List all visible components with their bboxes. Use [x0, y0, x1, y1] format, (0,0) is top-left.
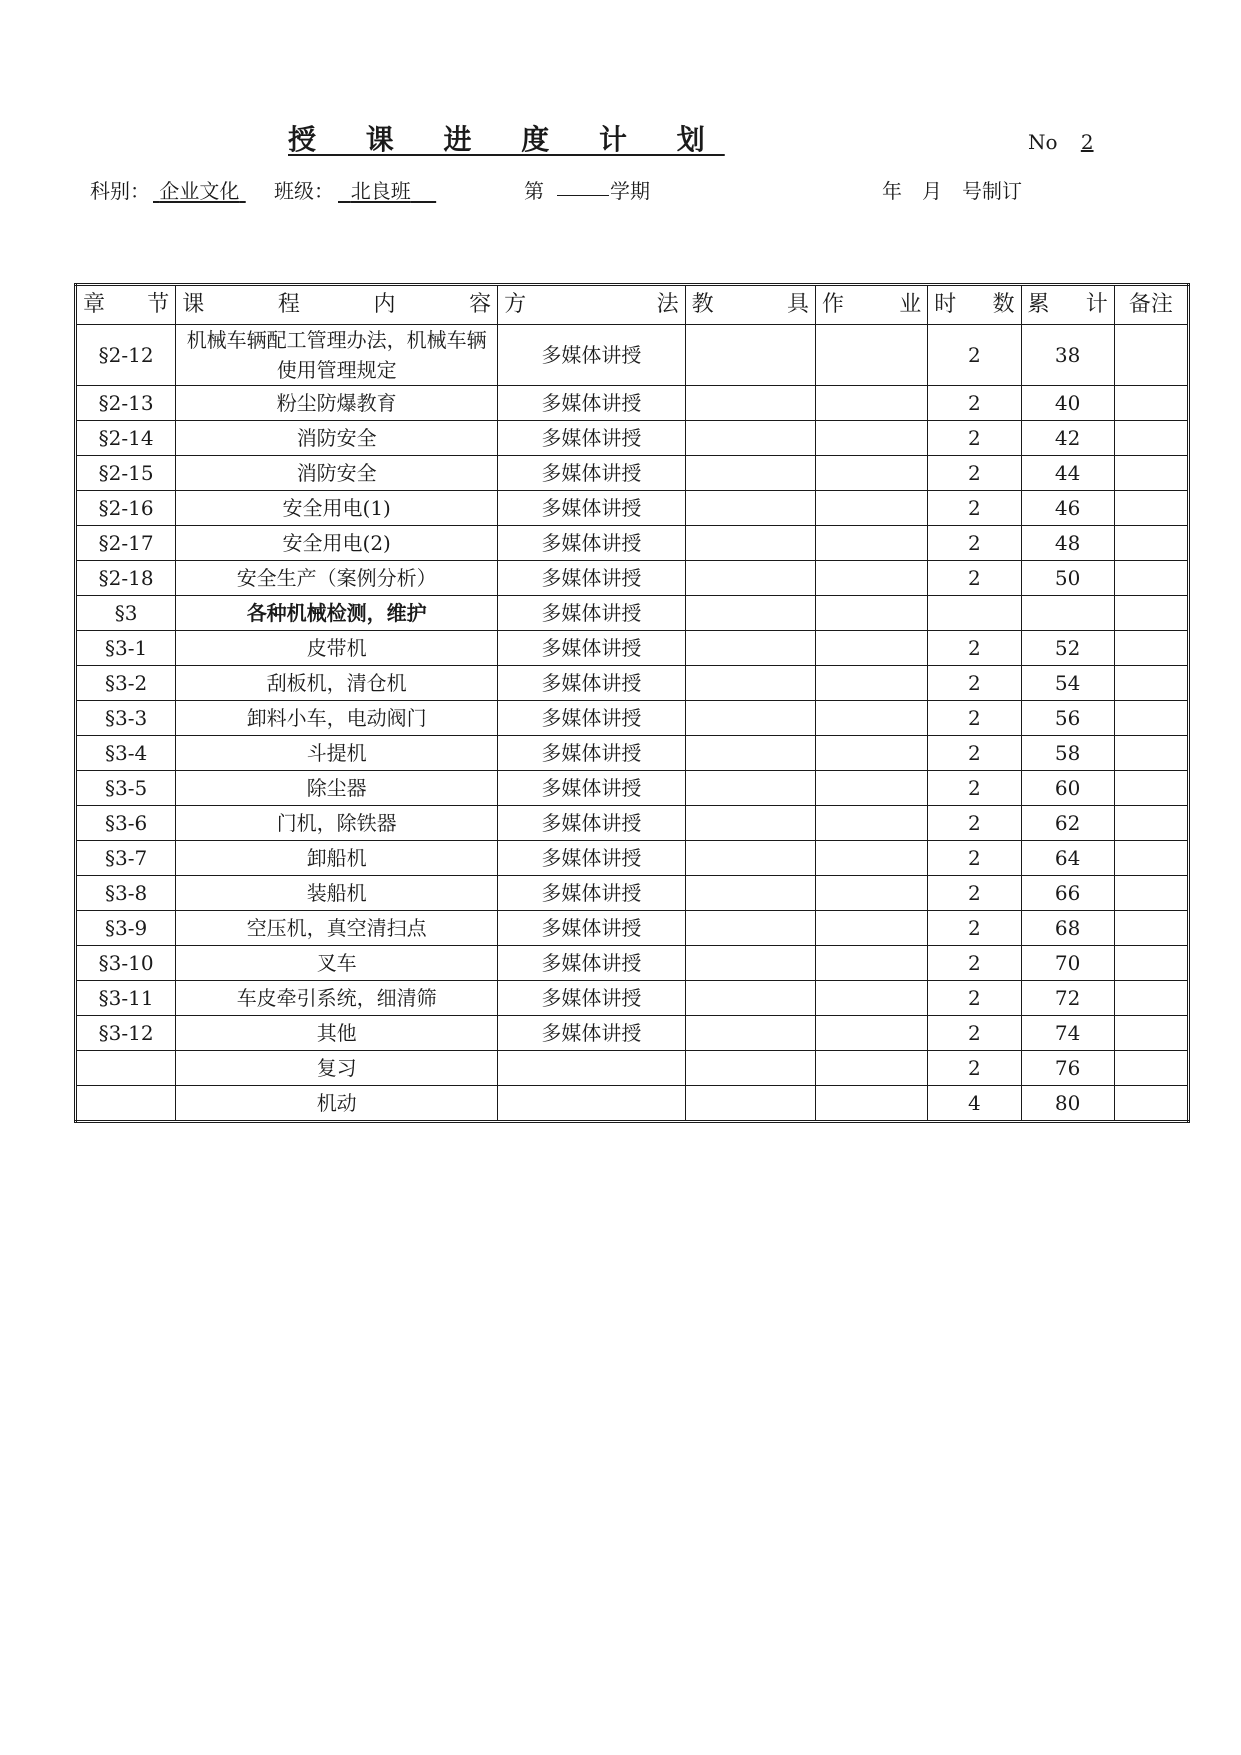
cell-hours: 4	[928, 1086, 1021, 1122]
cell-chapter: §2-18	[76, 561, 176, 596]
schedule-table	[74, 283, 1190, 1123]
class-value: 北良班	[350, 179, 411, 203]
cell-aids	[685, 421, 815, 456]
cell-homework	[815, 561, 927, 596]
cell-aids	[685, 325, 815, 386]
cell-homework	[815, 771, 927, 806]
document-number	[1028, 130, 1094, 154]
cell-method: 多媒体讲授	[498, 771, 686, 806]
cell-hours: 2	[928, 771, 1021, 806]
cell-remarks	[1114, 491, 1188, 526]
cell-content: 安全用电(1)	[176, 491, 498, 526]
cell-method	[498, 1086, 686, 1122]
cell-method: 多媒体讲授	[498, 526, 686, 561]
cell-content: 刮板机，清仓机	[176, 666, 498, 701]
cell-hours: 2	[928, 526, 1021, 561]
cell-chapter	[76, 1051, 176, 1086]
table-row	[76, 946, 1189, 981]
cell-hours: 2	[928, 736, 1021, 771]
cell-hours: 2	[928, 491, 1021, 526]
cell-content: 车皮牵引系统，细清筛	[176, 981, 498, 1016]
cell-homework	[815, 1086, 927, 1122]
cell-cumulative: 68	[1021, 911, 1114, 946]
cell-remarks	[1114, 876, 1188, 911]
cell-content: 除尘器	[176, 771, 498, 806]
cell-remarks	[1114, 596, 1188, 631]
cell-cumulative: 50	[1021, 561, 1114, 596]
cell-hours: 2	[928, 1016, 1021, 1051]
cell-method: 多媒体讲授	[498, 981, 686, 1016]
table-row	[76, 911, 1189, 946]
number-prefix: No	[1028, 130, 1058, 154]
header-hours: 时 数	[928, 285, 1021, 325]
cell-remarks	[1114, 771, 1188, 806]
cell-hours: 2	[928, 456, 1021, 491]
table-row	[76, 386, 1189, 421]
cell-content: 消防安全	[176, 421, 498, 456]
cell-homework	[815, 841, 927, 876]
cell-aids	[685, 1051, 815, 1086]
table-row	[76, 561, 1189, 596]
header-chapter: 章 节	[76, 285, 176, 325]
cell-remarks	[1114, 456, 1188, 491]
cell-method: 多媒体讲授	[498, 421, 686, 456]
cell-remarks	[1114, 736, 1188, 771]
cell-homework	[815, 325, 927, 386]
cell-content: 各种机械检测，维护	[176, 596, 498, 631]
cell-content: 卸船机	[176, 841, 498, 876]
cell-hours: 2	[928, 701, 1021, 736]
cell-method: 多媒体讲授	[498, 666, 686, 701]
cell-method	[498, 1051, 686, 1086]
cell-remarks	[1114, 1086, 1188, 1122]
cell-chapter: §2-16	[76, 491, 176, 526]
cell-remarks	[1114, 631, 1188, 666]
cell-hours: 2	[928, 946, 1021, 981]
cell-homework	[815, 421, 927, 456]
cell-method: 多媒体讲授	[498, 946, 686, 981]
cell-remarks	[1114, 841, 1188, 876]
cell-cumulative: 56	[1021, 701, 1114, 736]
header-content: 课 程 内 容	[176, 285, 498, 325]
table-row	[76, 1086, 1189, 1122]
cell-aids	[685, 1016, 815, 1051]
cell-content: 机械车辆配工管理办法，机械车辆使用管理规定	[176, 325, 498, 386]
cell-homework	[815, 526, 927, 561]
header-aids: 教 具	[685, 285, 815, 325]
cell-hours: 2	[928, 841, 1021, 876]
cell-content: 叉车	[176, 946, 498, 981]
cell-homework	[815, 806, 927, 841]
table-row	[76, 631, 1189, 666]
semester-suffix: 学期	[610, 179, 650, 203]
cell-content: 粉尘防爆教育	[176, 386, 498, 421]
cell-homework	[815, 631, 927, 666]
number-value: 2	[1080, 130, 1094, 154]
semester-prefix: 第	[524, 179, 544, 203]
cell-hours: 2	[928, 981, 1021, 1016]
cell-homework	[815, 1016, 927, 1051]
cell-hours: 2	[928, 561, 1021, 596]
cell-remarks	[1114, 666, 1188, 701]
cell-remarks	[1114, 325, 1188, 386]
department-label: 科别：	[90, 179, 150, 203]
header-remarks: 备注	[1114, 285, 1188, 325]
table-row	[76, 1051, 1189, 1086]
cell-chapter: §3-3	[76, 701, 176, 736]
cell-remarks	[1114, 806, 1188, 841]
cell-chapter: §3	[76, 596, 176, 631]
cell-content: 消防安全	[176, 456, 498, 491]
cell-cumulative: 62	[1021, 806, 1114, 841]
cell-homework	[815, 456, 927, 491]
cell-cumulative: 48	[1021, 526, 1114, 561]
cell-chapter: §3-8	[76, 876, 176, 911]
cell-cumulative: 38	[1021, 325, 1114, 386]
table-row	[76, 876, 1189, 911]
cell-chapter: §3-1	[76, 631, 176, 666]
table-row	[76, 526, 1189, 561]
cell-cumulative: 60	[1021, 771, 1114, 806]
table-row	[76, 421, 1189, 456]
cell-aids	[685, 736, 815, 771]
cell-homework	[815, 666, 927, 701]
table-row	[76, 325, 1189, 386]
cell-chapter: §3-10	[76, 946, 176, 981]
table-row	[76, 701, 1189, 736]
cell-homework	[815, 946, 927, 981]
cell-method: 多媒体讲授	[498, 911, 686, 946]
cell-cumulative: 64	[1021, 841, 1114, 876]
table-row	[76, 771, 1189, 806]
cell-method: 多媒体讲授	[498, 876, 686, 911]
cell-aids	[685, 876, 815, 911]
cell-aids	[685, 456, 815, 491]
cell-method: 多媒体讲授	[498, 701, 686, 736]
cell-hours	[928, 596, 1021, 631]
cell-cumulative: 76	[1021, 1051, 1114, 1086]
cell-content: 安全生产（案例分析）	[176, 561, 498, 596]
cell-aids	[685, 561, 815, 596]
cell-chapter: §3-12	[76, 1016, 176, 1051]
cell-aids	[685, 701, 815, 736]
cell-method: 多媒体讲授	[498, 1016, 686, 1051]
cell-cumulative: 40	[1021, 386, 1114, 421]
cell-content: 复习	[176, 1051, 498, 1086]
cell-cumulative: 52	[1021, 631, 1114, 666]
table-row	[76, 806, 1189, 841]
table-row	[76, 841, 1189, 876]
cell-content: 安全用电(2)	[176, 526, 498, 561]
cell-method: 多媒体讲授	[498, 325, 686, 386]
cell-remarks	[1114, 386, 1188, 421]
cell-remarks	[1114, 1016, 1188, 1051]
cell-content: 其他	[176, 1016, 498, 1051]
table-row	[76, 596, 1189, 631]
cell-homework	[815, 876, 927, 911]
cell-content: 皮带机	[176, 631, 498, 666]
cell-aids	[685, 806, 815, 841]
cell-remarks	[1114, 946, 1188, 981]
cell-remarks	[1114, 911, 1188, 946]
cell-aids	[685, 386, 815, 421]
cell-chapter: §2-12	[76, 325, 176, 386]
cell-cumulative: 70	[1021, 946, 1114, 981]
cell-method: 多媒体讲授	[498, 806, 686, 841]
cell-aids	[685, 596, 815, 631]
cell-method: 多媒体讲授	[498, 631, 686, 666]
cell-cumulative: 72	[1021, 981, 1114, 1016]
cell-cumulative: 42	[1021, 421, 1114, 456]
cell-method: 多媒体讲授	[498, 736, 686, 771]
cell-chapter	[76, 1086, 176, 1122]
table-row	[76, 491, 1189, 526]
cell-hours: 2	[928, 386, 1021, 421]
cell-hours: 2	[928, 806, 1021, 841]
cell-homework	[815, 911, 927, 946]
cell-method: 多媒体讲授	[498, 386, 686, 421]
class-label: 班级：	[274, 179, 334, 203]
cell-hours: 2	[928, 325, 1021, 386]
cell-aids	[685, 666, 815, 701]
cell-homework	[815, 491, 927, 526]
cell-content: 机动	[176, 1086, 498, 1122]
table-row	[76, 1016, 1189, 1051]
cell-hours: 2	[928, 1051, 1021, 1086]
semester-blank	[557, 177, 609, 196]
cell-homework	[815, 736, 927, 771]
cell-cumulative: 74	[1021, 1016, 1114, 1051]
cell-homework	[815, 596, 927, 631]
cell-chapter: §2-17	[76, 526, 176, 561]
cell-remarks	[1114, 561, 1188, 596]
cell-hours: 2	[928, 631, 1021, 666]
cell-aids	[685, 841, 815, 876]
cell-cumulative: 58	[1021, 736, 1114, 771]
cell-content: 空压机，真空清扫点	[176, 911, 498, 946]
cell-aids	[685, 771, 815, 806]
cell-chapter: §3-6	[76, 806, 176, 841]
cell-homework	[815, 1051, 927, 1086]
cell-content: 卸料小车，电动阀门	[176, 701, 498, 736]
cell-aids	[685, 911, 815, 946]
cell-method: 多媒体讲授	[498, 456, 686, 491]
cell-aids	[685, 1086, 815, 1122]
info-line	[0, 175, 1241, 205]
cell-cumulative: 66	[1021, 876, 1114, 911]
header-cumulative: 累 计	[1021, 285, 1114, 325]
cell-method: 多媒体讲授	[498, 491, 686, 526]
cell-remarks	[1114, 526, 1188, 561]
cell-cumulative: 80	[1021, 1086, 1114, 1122]
cell-homework	[815, 981, 927, 1016]
cell-content: 斗提机	[176, 736, 498, 771]
cell-method: 多媒体讲授	[498, 561, 686, 596]
header-homework: 作 业	[815, 285, 927, 325]
cell-aids	[685, 981, 815, 1016]
cell-chapter: §3-7	[76, 841, 176, 876]
table-row	[76, 456, 1189, 491]
cell-cumulative: 46	[1021, 491, 1114, 526]
cell-homework	[815, 701, 927, 736]
cell-content: 门机，除铁器	[176, 806, 498, 841]
cell-hours: 2	[928, 911, 1021, 946]
cell-remarks	[1114, 1051, 1188, 1086]
cell-hours: 2	[928, 876, 1021, 911]
cell-cumulative: 44	[1021, 456, 1114, 491]
cell-hours: 2	[928, 666, 1021, 701]
cell-remarks	[1114, 701, 1188, 736]
cell-hours: 2	[928, 421, 1021, 456]
table-row	[76, 981, 1189, 1016]
cell-cumulative: 54	[1021, 666, 1114, 701]
cell-chapter: §3-5	[76, 771, 176, 806]
header-method: 方 法	[498, 285, 686, 325]
cell-aids	[685, 526, 815, 561]
cell-chapter: §3-9	[76, 911, 176, 946]
page-title: 授 课 进 度 计 划	[288, 123, 725, 156]
table-header-row	[76, 285, 1189, 325]
cell-chapter: §2-14	[76, 421, 176, 456]
cell-aids	[685, 631, 815, 666]
cell-content: 装船机	[176, 876, 498, 911]
cell-chapter: §3-2	[76, 666, 176, 701]
cell-remarks	[1114, 421, 1188, 456]
cell-remarks	[1114, 981, 1188, 1016]
cell-chapter: §3-11	[76, 981, 176, 1016]
cell-chapter: §2-15	[76, 456, 176, 491]
cell-aids	[685, 946, 815, 981]
cell-cumulative	[1021, 596, 1114, 631]
cell-method: 多媒体讲授	[498, 596, 686, 631]
department-value: 企业文化	[159, 179, 240, 203]
cell-homework	[815, 386, 927, 421]
date-text: 年 月 号制订	[882, 179, 1022, 203]
cell-chapter: §2-13	[76, 386, 176, 421]
cell-aids	[685, 491, 815, 526]
table-row	[76, 736, 1189, 771]
table-row	[76, 666, 1189, 701]
cell-chapter: §3-4	[76, 736, 176, 771]
cell-method: 多媒体讲授	[498, 841, 686, 876]
